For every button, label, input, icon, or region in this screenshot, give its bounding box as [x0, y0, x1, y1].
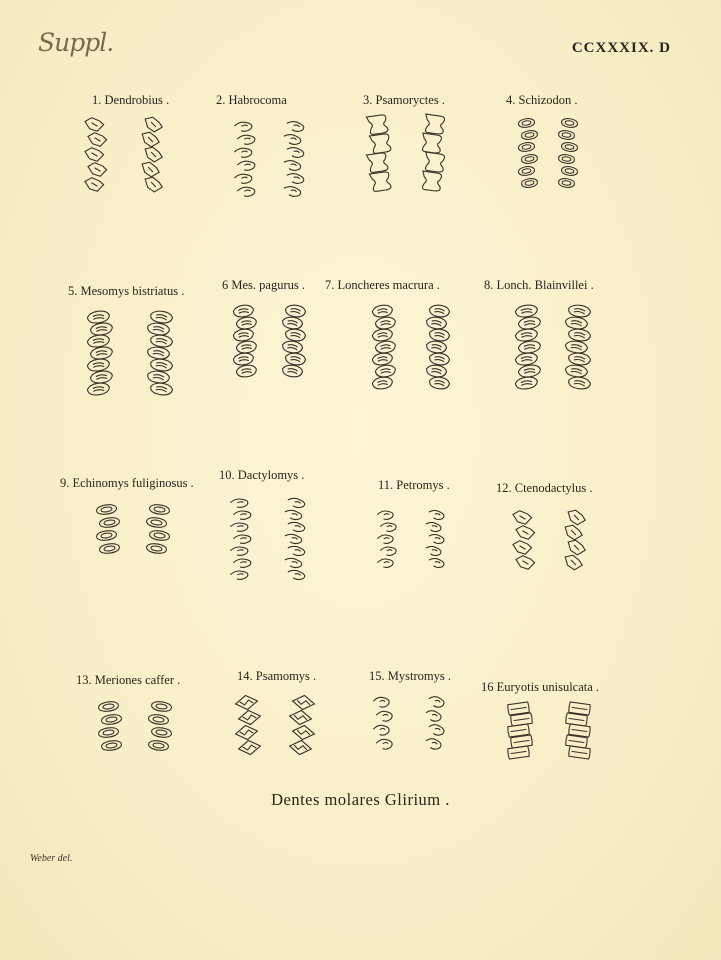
tooth-row-drawing — [232, 690, 264, 760]
tooth-row-drawing — [510, 505, 538, 575]
tooth-row-drawing — [138, 112, 166, 197]
molar-outline — [286, 173, 304, 185]
molar-outline — [141, 161, 161, 178]
molar-outline — [518, 316, 541, 330]
molar-outline — [516, 554, 536, 571]
molar-outline — [366, 152, 388, 173]
molar-outline — [238, 739, 262, 756]
molar-outline — [423, 152, 445, 173]
molar-outline — [558, 130, 575, 141]
molar-outline — [287, 569, 305, 580]
molar-outline — [237, 134, 255, 146]
figure-label: 10. Dactylomys . — [219, 468, 305, 482]
molar-outline — [515, 304, 538, 318]
molar-outline — [425, 522, 442, 533]
molar-outline — [146, 543, 167, 555]
figure-label: 1. Dendrobius . — [92, 93, 170, 107]
molar-outline — [282, 316, 303, 330]
molar-outline — [99, 543, 120, 555]
molar-outline — [372, 328, 393, 342]
molar-outline — [429, 376, 450, 390]
molar-outline — [230, 498, 248, 509]
molar-outline — [238, 709, 262, 726]
tooth-row-drawing — [227, 492, 257, 586]
molar-outline — [380, 546, 397, 557]
molar-outline — [428, 696, 445, 708]
molar-outline — [426, 340, 447, 354]
molar-outline — [428, 558, 445, 569]
tooth-row-drawing — [370, 690, 398, 756]
tooth-row-drawing — [374, 504, 402, 574]
molar-outline — [420, 133, 442, 154]
molar-outline — [377, 510, 394, 521]
molar-outline — [565, 316, 588, 330]
molar-outline — [565, 340, 588, 354]
figure-label: 8. Lonch. Blainvillei . — [484, 278, 594, 292]
tooth-row-drawing — [562, 300, 594, 394]
molar-outline — [87, 382, 110, 396]
tooth-row-drawing — [555, 112, 581, 194]
molar-outline — [425, 710, 442, 722]
molar-outline — [515, 352, 538, 366]
molar-outline — [230, 570, 248, 581]
tooth-row-drawing — [143, 498, 173, 560]
molar-outline — [375, 340, 396, 354]
molar-outline — [285, 352, 306, 366]
molar-outline — [85, 146, 105, 163]
molar-outline — [147, 322, 170, 336]
figure-label: 13. Meriones caffer . — [76, 673, 181, 687]
molar-outline — [377, 558, 394, 569]
molar-outline — [287, 521, 305, 532]
molar-outline — [148, 740, 169, 752]
molar-outline — [233, 558, 251, 569]
suppl-mark: Suppl. — [38, 28, 114, 57]
molar-outline — [233, 328, 254, 342]
molar-outline — [567, 539, 587, 556]
molar-outline — [428, 510, 445, 521]
molar-outline — [516, 524, 536, 541]
molar-outline — [510, 713, 532, 726]
molar-outline — [88, 161, 108, 178]
artist-credit: Weber del. — [30, 853, 73, 864]
figure-label: 9. Echinomys fuliginosus . — [60, 476, 194, 490]
molar-outline — [372, 304, 393, 318]
plate-caption: Dentes molares Glirium . — [271, 790, 450, 809]
molar-outline — [521, 178, 538, 189]
molar-outline — [96, 530, 117, 542]
molar-outline — [377, 534, 394, 545]
figure-label: 2. Habrocoma — [216, 93, 287, 107]
molar-outline — [568, 376, 591, 390]
figure-label: 12. Ctenodactylus . — [496, 481, 593, 495]
molar-outline — [144, 176, 164, 193]
molar-outline — [369, 133, 391, 154]
molar-outline — [147, 370, 170, 384]
molar-outline — [285, 328, 306, 342]
molar-outline — [513, 539, 533, 556]
molar-outline — [285, 304, 306, 318]
molar-outline — [425, 546, 442, 557]
molar-outline — [150, 310, 173, 324]
molar-outline — [428, 724, 445, 736]
molar-outline — [236, 340, 257, 354]
figure-label: 15. Mystromys . — [369, 669, 451, 683]
molar-outline — [423, 114, 445, 135]
molar-outline — [518, 142, 535, 153]
molar-outline — [85, 176, 105, 193]
molar-outline — [369, 171, 391, 192]
tooth-row-drawing — [281, 492, 311, 586]
molar-outline — [568, 328, 591, 342]
tooth-row-drawing — [84, 306, 116, 400]
molar-outline — [282, 364, 303, 378]
molar-outline — [236, 316, 257, 330]
molar-outline — [375, 364, 396, 378]
molar-outline — [372, 376, 393, 390]
figure-label: 6 Mes. pagurus . — [222, 278, 305, 292]
molar-outline — [426, 316, 447, 330]
molar-outline — [149, 530, 170, 542]
molar-outline — [87, 310, 110, 324]
molar-outline — [561, 118, 578, 129]
molar-outline — [564, 554, 584, 571]
molar-outline — [428, 534, 445, 545]
molar-outline — [234, 147, 252, 159]
molar-outline — [564, 524, 584, 541]
molar-outline — [233, 304, 254, 318]
molar-outline — [234, 121, 252, 133]
molar-outline — [518, 166, 535, 177]
tooth-row-drawing — [279, 300, 309, 382]
molar-outline — [96, 504, 117, 516]
molar-outline — [144, 116, 164, 133]
tooth-row-drawing — [82, 112, 110, 197]
molar-outline — [283, 186, 301, 198]
tooth-row-drawing — [93, 498, 123, 560]
tooth-row-drawing — [505, 698, 535, 763]
tooth-row-drawing — [145, 695, 175, 757]
molar-outline — [425, 738, 442, 750]
molar-outline — [150, 334, 173, 348]
figure-label: 14. Psamomys . — [237, 669, 317, 683]
molar-outline — [144, 146, 164, 163]
molar-outline — [101, 740, 122, 752]
molar-outline — [380, 522, 397, 533]
molar-outline — [518, 364, 541, 378]
molar-outline — [513, 509, 533, 526]
plate-number: CCXXXIX. D — [571, 40, 671, 56]
molar-outline — [565, 735, 587, 748]
molar-outline — [230, 546, 248, 557]
molar-outline — [284, 557, 302, 568]
molar-outline — [87, 358, 110, 372]
molar-outline — [515, 328, 538, 342]
molar-outline — [521, 154, 538, 165]
molar-outline — [521, 130, 538, 141]
molar-outline — [558, 154, 575, 165]
molar-outline — [286, 147, 304, 159]
tooth-row-drawing — [231, 115, 261, 203]
figure-label: 11. Petromys . — [378, 478, 450, 492]
figure-label: 3. Psamoryctes . — [363, 93, 445, 107]
molar-outline — [150, 358, 173, 372]
molar-outline — [561, 166, 578, 177]
molar-outline — [287, 545, 305, 556]
molar-outline — [284, 533, 302, 544]
tooth-row-drawing — [423, 300, 453, 394]
molar-outline — [151, 727, 172, 739]
molar-outline — [230, 522, 248, 533]
molar-outline — [147, 346, 170, 360]
molar-outline — [561, 142, 578, 153]
molar-outline — [90, 370, 113, 384]
molar-outline — [373, 696, 390, 708]
molar-outline — [420, 171, 442, 192]
molar-outline — [146, 517, 167, 529]
molar-outline — [237, 186, 255, 198]
molar-outline — [518, 118, 535, 129]
molar-outline — [510, 735, 532, 748]
molar-outline — [568, 304, 591, 318]
molar-outline — [429, 352, 450, 366]
molar-outline — [233, 534, 251, 545]
molar-outline — [283, 160, 301, 172]
molar-outline — [98, 727, 119, 739]
molar-outline — [235, 694, 259, 711]
molar-outline — [565, 364, 588, 378]
molar-outline — [90, 346, 113, 360]
tooth-row-drawing — [561, 505, 589, 575]
tooth-row-drawing — [286, 690, 318, 760]
molar-outline — [426, 364, 447, 378]
molar-outline — [87, 334, 110, 348]
molar-outline — [237, 160, 255, 172]
molar-outline — [429, 328, 450, 342]
molar-outline — [282, 340, 303, 354]
tooth-row-drawing — [95, 695, 125, 757]
molar-outline — [568, 352, 591, 366]
molar-outline — [149, 504, 170, 516]
molar-outline — [558, 178, 575, 189]
molar-outline — [90, 322, 113, 336]
molar-outline — [372, 352, 393, 366]
molar-outline — [234, 173, 252, 185]
tooth-row-drawing — [418, 110, 450, 196]
molar-outline — [373, 724, 390, 736]
molar-outline — [376, 710, 393, 722]
tooth-row-drawing — [369, 300, 399, 394]
tooth-row-drawing — [563, 698, 593, 763]
molar-outline — [88, 131, 108, 148]
molar-outline — [236, 364, 257, 378]
molar-outline — [233, 352, 254, 366]
molar-outline — [286, 121, 304, 133]
molar-outline — [507, 746, 529, 759]
molar-outline — [101, 714, 122, 726]
molar-outline — [515, 376, 538, 390]
molar-outline — [568, 746, 590, 759]
tooth-row-drawing — [422, 504, 450, 574]
tooth-row-drawing — [364, 110, 396, 196]
tooth-row-drawing — [422, 690, 450, 756]
molar-outline — [98, 701, 119, 713]
molar-outline — [366, 114, 388, 135]
tooth-row-drawing — [515, 112, 541, 194]
tooth-row-drawing — [230, 300, 260, 382]
molar-outline — [289, 709, 313, 726]
molar-outline — [141, 131, 161, 148]
molar-outline — [283, 134, 301, 146]
molar-outline — [289, 739, 313, 756]
molar-outline — [518, 340, 541, 354]
molar-outline — [375, 316, 396, 330]
molar-outline — [429, 304, 450, 318]
molar-outline — [567, 509, 587, 526]
figure-label: 16 Euryotis unisulcata . — [481, 680, 600, 694]
molar-outline — [292, 694, 316, 711]
molar-outline — [287, 497, 305, 508]
molar-outline — [85, 116, 105, 133]
tooth-row-drawing — [280, 115, 310, 203]
molar-outline — [235, 724, 259, 741]
molar-outline — [376, 738, 393, 750]
molar-outline — [148, 714, 169, 726]
figure-label: 5. Mesomys bistriatus . — [68, 284, 185, 298]
molar-outline — [565, 713, 587, 726]
tooth-row-drawing — [144, 306, 176, 400]
molar-outline — [151, 701, 172, 713]
molar-outline — [292, 724, 316, 741]
molar-outline — [99, 517, 120, 529]
tooth-row-drawing — [512, 300, 544, 394]
molar-outline — [150, 382, 173, 396]
figure-label: 4. Schizodon . — [506, 93, 578, 107]
molar-outline — [284, 509, 302, 520]
figure-label: 7. Loncheres macrura . — [325, 278, 440, 292]
molar-outline — [233, 510, 251, 521]
